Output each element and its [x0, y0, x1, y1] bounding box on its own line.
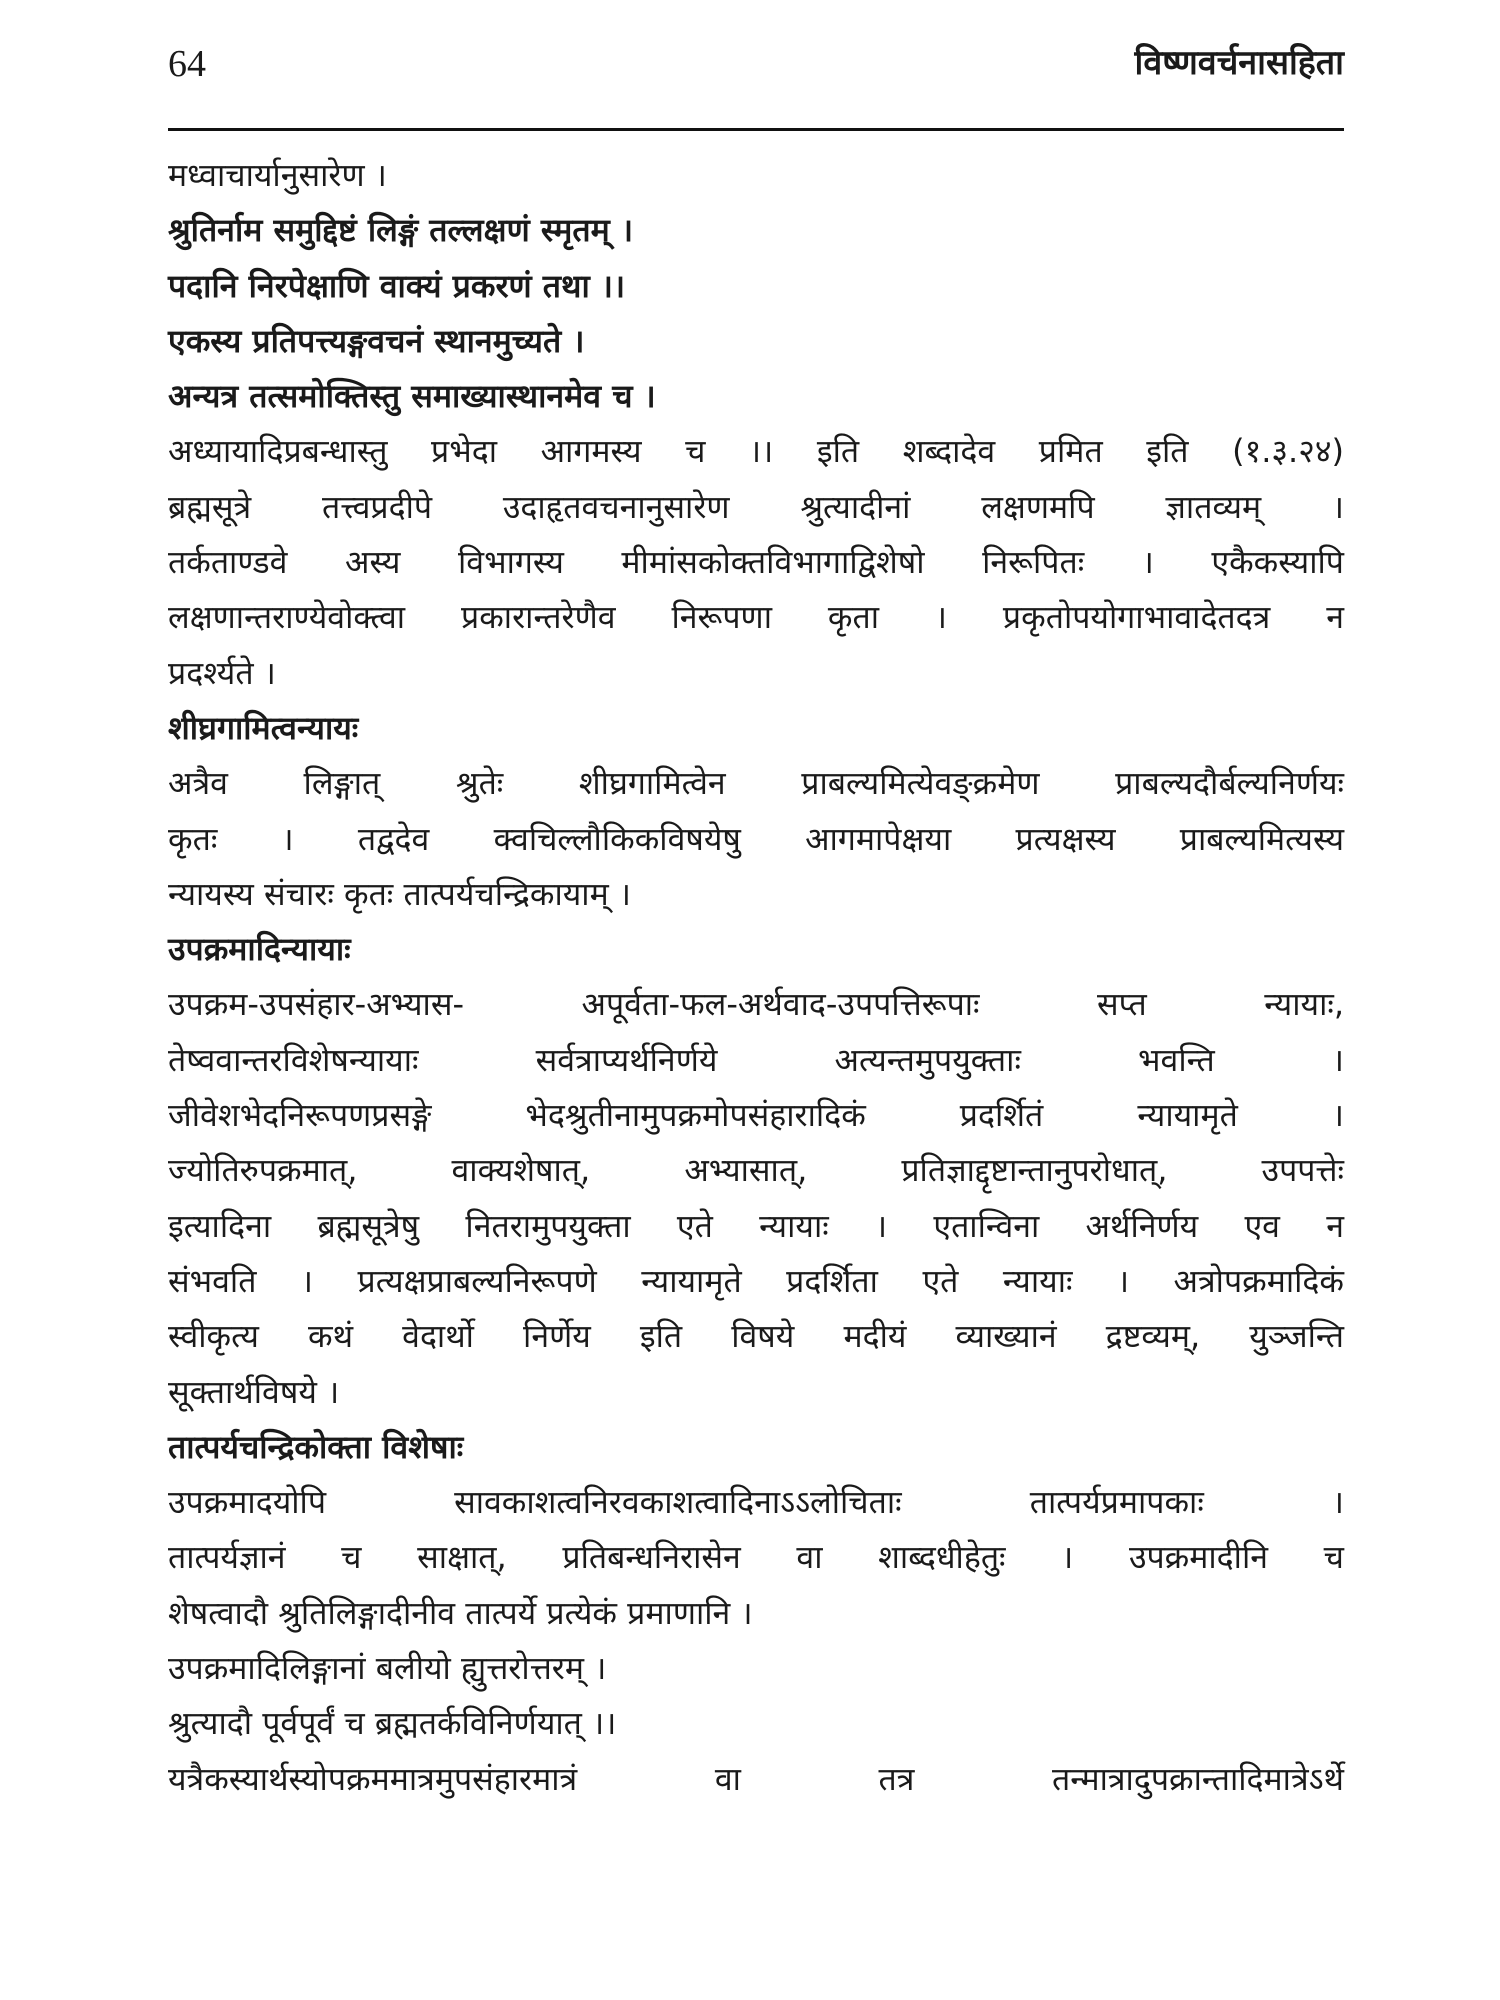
text-line: जीवेशभेदनिरूपणप्रसङ्गे भेदश्रुतीनामुपक्रमोपसंहारादिकं प्रदर्शितं न्यायामृते । — [168, 1096, 1344, 1135]
text-line: ब्रह्मसूत्रे तत्त्वप्रदीपे उदाहृतवचनानुसारेण श्रुत्यादीनां लक्षणमपि ज्ञातव्यम् । — [168, 487, 1344, 526]
text-line: तेष्ववान्तरविशेषन्यायाः सर्वत्राप्यर्थनिर्णये अत्यन्तमुपयुक्ताः भवन्ति । — [168, 1040, 1344, 1079]
verse-line: उपक्रमादिलिङ्गानां बलीयो ह्युत्तरोत्तरम् । — [168, 1649, 607, 1688]
text-line: उपक्रम-उपसंहार-अभ्यास- अपूर्वता-फल-अर्थवाद-उपपत्तिरूपाः सप्त न्यायाः, — [168, 985, 1344, 1024]
verse-line: अन्यत्र तत्समोक्तिस्तु समाख्यास्थानमेव च । — [168, 377, 656, 416]
text-line: लक्षणान्तराण्येवोक्त्वा प्रकारान्तरेणैव निरूपणा कृता । प्रकृतोपयोगाभावादेतदत्र न — [168, 598, 1344, 637]
text-line: स्वीकृत्य कथं वेदार्थो निर्णेय इति विषये मदीयं व्याख्यानं द्रष्टव्यम्, युञ्जन्ति — [168, 1317, 1344, 1356]
text-line: संभवति । प्रत्यक्षप्राबल्यनिरूपणे न्यायामृते प्रदर्शिता एते न्यायाः । अत्रोपक्रमादिकं — [168, 1261, 1344, 1300]
section-heading: शीघ्रगामित्वन्यायः — [168, 708, 359, 747]
verse-line: श्रुत्यादौ पूर्वपूर्वं च ब्रह्मतर्कविनिर्णयात् ।। — [168, 1704, 617, 1743]
text-line: ज्योतिरुपक्रमात्, वाक्यशेषात्, अभ्यासात्, प्रतिज्ञाद्दृष्टान्तानुपरोधात्, उपपत्तेः — [168, 1151, 1344, 1190]
header-rule — [168, 128, 1344, 131]
text-line: सूक्तार्थविषये । — [168, 1372, 340, 1411]
body-text — [168, 148, 1344, 1807]
verse-line: एकस्य प्रतिपत्त्यङ्गवचनं स्थानमुच्यते । — [168, 321, 585, 360]
text-line: इत्यादिना ब्रह्मसूत्रेषु नितरामुपयुक्ता एते न्यायाः । एतान्विना अर्थनिर्णय एव न — [168, 1206, 1344, 1245]
text-line: प्रदर्श्यते । — [168, 653, 276, 692]
text-line: यत्रैकस्यार्थस्योपक्रममात्रमुपसंहारमात्रं वा तत्र तन्मात्रादुपक्रान्तादिमात्रेऽर्थे — [168, 1759, 1344, 1798]
section-heading: तात्पर्यचन्द्रिकोक्ता विशेषाः — [168, 1427, 464, 1466]
text-line: अध्यायादिप्रबन्धास्तु प्रभेदा आगमस्य च ।। इति शब्दादेव प्रमित इति (१.३.२४) — [168, 432, 1344, 471]
text-line: अत्रैव लिङ्गात् श्रुतेः शीघ्रगामित्वेन प्राबल्यमित्येवङ्क्रमेण प्राबल्यदौर्बल्यनिर्णयः — [168, 764, 1344, 803]
text-line: न्यायस्य संचारः कृतः तात्पर्यचन्द्रिकायाम् । — [168, 874, 632, 913]
verse-line: पदानि निरपेक्षाणि वाक्यं प्रकरणं तथा ।। — [168, 266, 626, 305]
text-line: मध्वाचार्यानुसारेण । — [168, 156, 387, 194]
text-line: उपक्रमादयोपि सावकाशत्वनिरवकाशत्वादिनाऽऽलोचिताः तात्पर्यप्रमापकाः । — [168, 1483, 1344, 1522]
page-header — [168, 38, 1344, 98]
text-line: शेषत्वादौ श्रुतिलिङ्गादीनीव तात्पर्ये प्रत्येकं प्रमाणानि । — [168, 1593, 753, 1632]
page-number: 64 — [168, 43, 206, 85]
section-heading: उपक्रमादिन्यायाः — [168, 930, 351, 969]
text-line: तर्कताण्डवे अस्य विभागस्य मीमांसकोक्तविभागाद्विशेषो निरूपितः । एकैकस्यापि — [168, 543, 1344, 582]
text-line: तात्पर्यज्ञानं च साक्षात्, प्रतिबन्धनिरासेन वा शाब्दधीहेतुः । उपक्रमादीनि च — [168, 1538, 1344, 1577]
text-line: कृतः । तद्वदेव क्वचिल्लौकिकविषयेषु आगमापेक्षया प्रत्यक्षस्य प्राबल्यमित्यस्य — [168, 819, 1344, 858]
verse-line: श्रुतिर्नाम समुद्दिष्टं लिङ्गं तल्लक्षणं स्मृतम् । — [168, 211, 634, 250]
running-title: विष्णवर्चनासहिता — [1134, 43, 1344, 83]
